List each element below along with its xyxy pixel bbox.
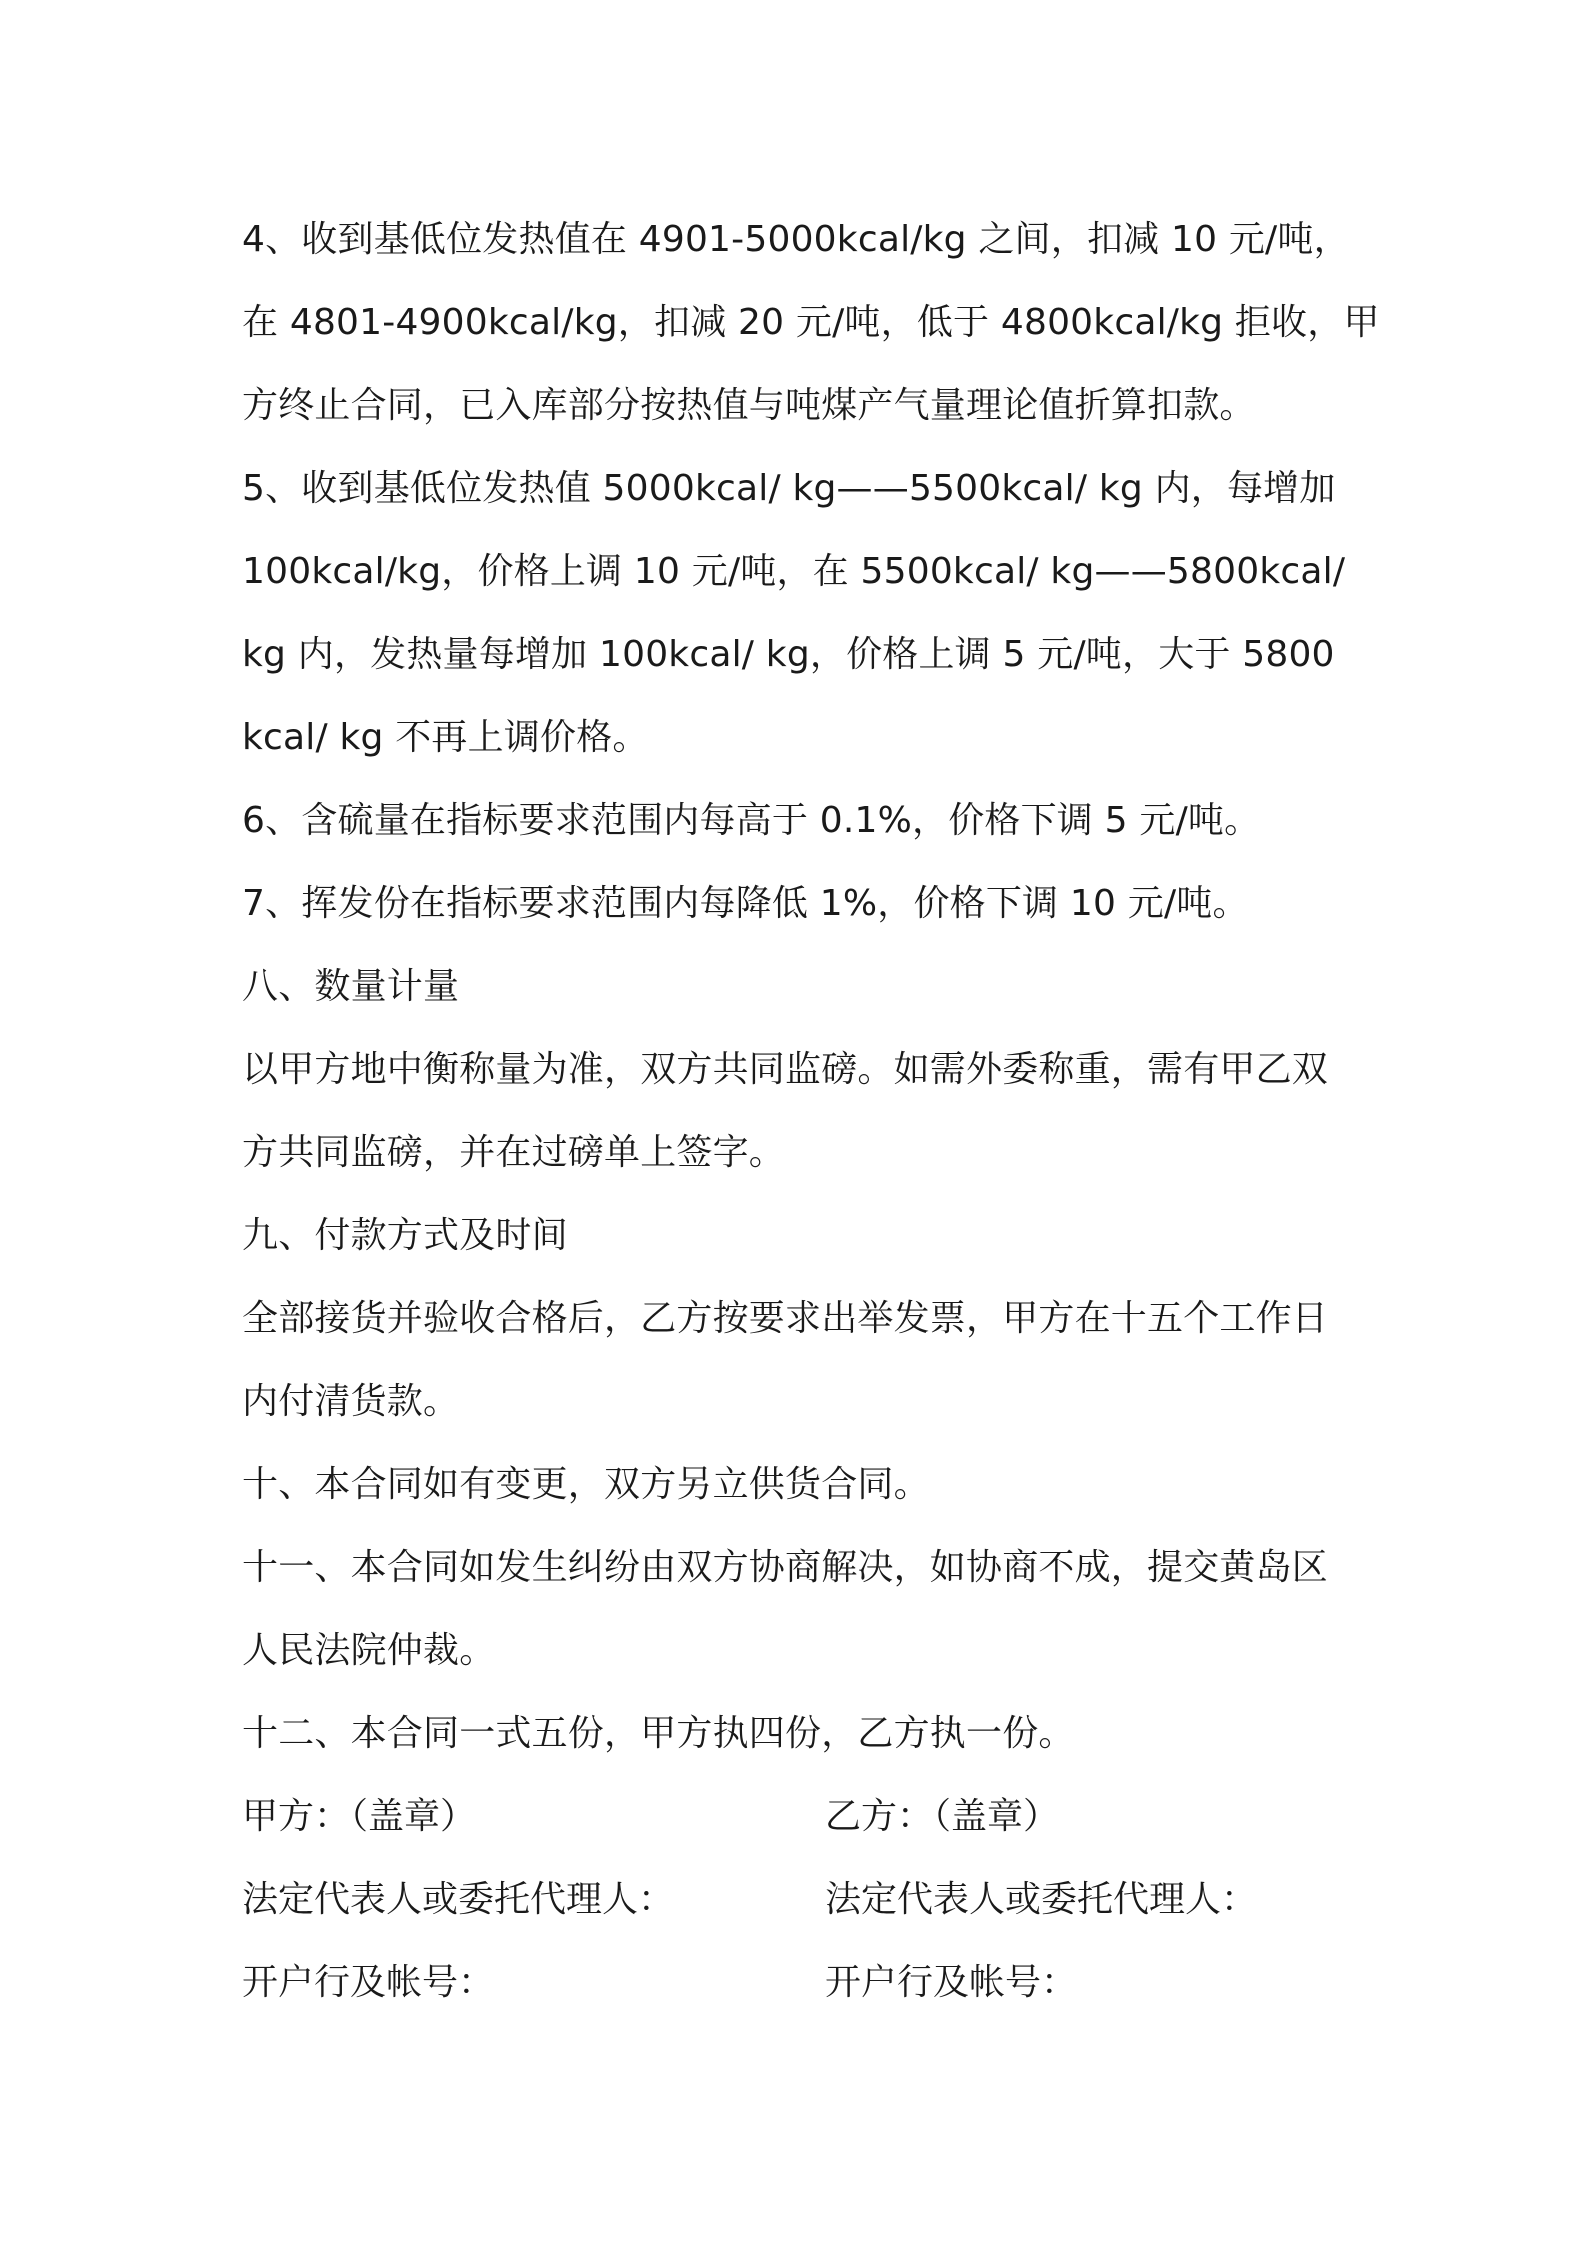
party-a-bank-account: 开户行及帐号： xyxy=(242,1962,495,2003)
clause-4-line-1: 4、收到基低位发热值在 4901-5000kcal/kg 之间，扣减 10 元/吨， xyxy=(242,219,1350,260)
clause-5-line-1: 5、收到基低位发热值 5000kcal/ kg——5500kcal/ kg 内，每增加 xyxy=(242,468,1336,509)
section-10: 十、本合同如有变更，双方另立供货合同。 xyxy=(242,1464,930,1505)
section-9-heading: 九、付款方式及时间 xyxy=(242,1215,568,1256)
party-a-representative: 法定代表人或委托代理人： xyxy=(242,1879,675,1920)
clause-5-line-2: 100kcal/kg，价格上调 10 元/吨，在 5500kcal/ kg——5800kcal/ xyxy=(242,551,1346,592)
section-8-line-2: 方共同监磅，并在过磅单上签字。 xyxy=(242,1132,786,1173)
section-9-line-2: 内付清货款。 xyxy=(242,1381,460,1422)
clause-6: 6、含硫量在指标要求范围内每高于 0.1%，价格下调 5 元/吨。 xyxy=(242,800,1261,841)
clause-5-line-3: kg 内，发热量每增加 100kcal/ kg，价格上调 5 元/吨，大于 5800 xyxy=(242,634,1335,675)
document-body xyxy=(242,198,1380,2024)
party-a-seal: 甲方：（盖章） xyxy=(242,1796,477,1837)
section-8-line-1: 以甲方地中衡称量为准，双方共同监磅。如需外委称重，需有甲乙双 xyxy=(242,1049,1329,1090)
clause-7: 7、挥发份在指标要求范围内每降低 1%，价格下调 10 元/吨。 xyxy=(242,883,1249,924)
signature-bank-row xyxy=(242,1941,1357,2024)
party-b-bank-account: 开户行及帐号： xyxy=(825,1962,1078,2003)
clause-5-line-4: kcal/ kg 不再上调价格。 xyxy=(242,717,649,758)
section-11-line-2: 人民法院仲裁。 xyxy=(242,1630,496,1671)
clause-4-line-2: 在 4801-4900kcal/kg，扣减 20 元/吨，低于 4800kcal/kg 拒收，甲 xyxy=(242,302,1380,343)
section-8-heading: 八、数量计量 xyxy=(242,966,460,1007)
section-11-line-1: 十一、本合同如发生纠纷由双方协商解决，如协商不成，提交黄岛区 xyxy=(242,1547,1329,1588)
section-9-line-1: 全部接货并验收合格后，乙方按要求出举发票，甲方在十五个工作日 xyxy=(242,1298,1329,1339)
party-b-seal: 乙方：（盖章） xyxy=(825,1796,1060,1837)
party-b-representative: 法定代表人或委托代理人： xyxy=(825,1879,1258,1920)
clause-4-line-3: 方终止合同，已入库部分按热值与吨煤产气量理论值折算扣款。 xyxy=(242,385,1256,426)
signature-seal-row xyxy=(242,1775,1357,1858)
section-12: 十二、本合同一式五份，甲方执四份，乙方执一份。 xyxy=(242,1713,1075,1754)
signature-rep-row xyxy=(242,1858,1357,1941)
